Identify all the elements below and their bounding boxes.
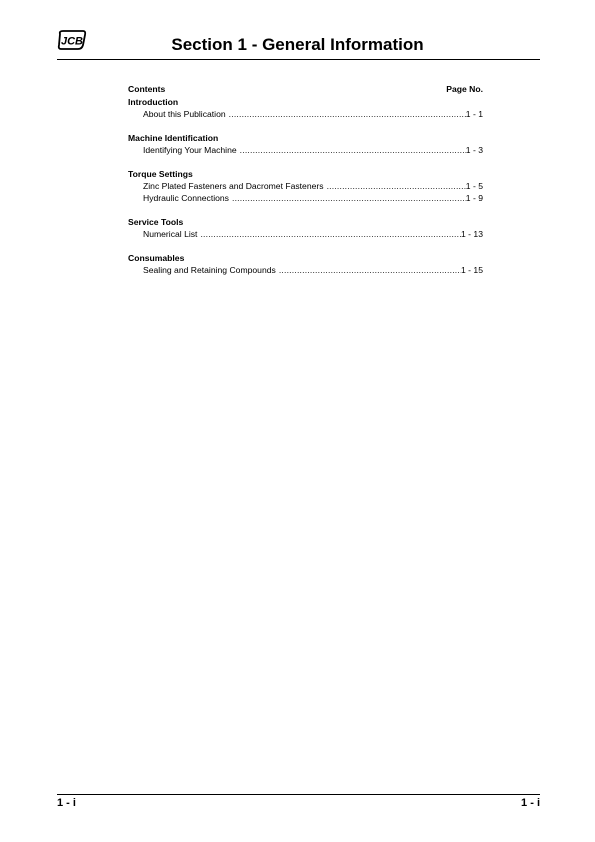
toc-entry-page: 1 - 13 [461,229,483,239]
toc-header [128,83,483,96]
dot-leader [327,180,466,192]
toc-group-title: Torque Settings [128,169,193,179]
toc-group-torque-settings [128,168,483,204]
dot-leader [279,264,461,276]
toc-group-consumables [128,252,483,276]
dot-leader [229,108,466,120]
toc-group-service-tools [128,216,483,240]
page-number-label: Page No. [446,84,483,94]
toc-entry[interactable] [128,192,483,204]
toc-entry[interactable] [128,180,483,192]
toc-entry-label: Identifying Your Machine [143,145,237,155]
toc-entry-page: 1 - 1 [465,109,483,119]
dot-leader [200,228,461,240]
toc-entry-page: 1 - 3 [465,145,483,155]
toc-entry-page: 1 - 5 [465,181,483,191]
toc-entry[interactable] [128,264,483,276]
page-title: Section 1 - General Information [171,35,424,54]
dot-leader [240,144,466,156]
logo-text: JCB [60,35,84,48]
toc-group-title: Machine Identification [128,133,219,143]
contents-label: Contents [128,84,166,94]
footer-page-number-left: 1 - i [57,797,76,809]
toc-entry-label: About this Publication [143,109,226,119]
toc-entry-label: Sealing and Retaining Compounds [143,265,276,275]
toc-entry-page: 1 - 15 [461,265,483,275]
dot-leader [232,192,466,204]
toc-group-machine-identification [128,132,483,156]
footer-page-number-right: 1 - i [521,797,540,809]
toc-group-title: Consumables [128,253,185,263]
toc-entry[interactable] [128,108,483,120]
toc-group-introduction [128,96,483,120]
toc-entry-label: Zinc Plated Fasteners and Dacromet Fasteners [143,181,324,191]
toc-group-title: Introduction [128,97,179,107]
footer-divider [57,794,540,795]
toc-entry-label: Numerical List [143,229,198,239]
jcb-logo-icon [57,30,87,50]
toc-entry[interactable] [128,228,483,240]
toc-entry[interactable] [128,144,483,156]
table-of-contents [128,83,483,288]
toc-entry-page: 1 - 9 [465,193,483,203]
toc-group-title: Service Tools [128,217,184,227]
toc-entry-label: Hydraulic Connections [143,193,229,203]
header-divider [57,59,540,60]
